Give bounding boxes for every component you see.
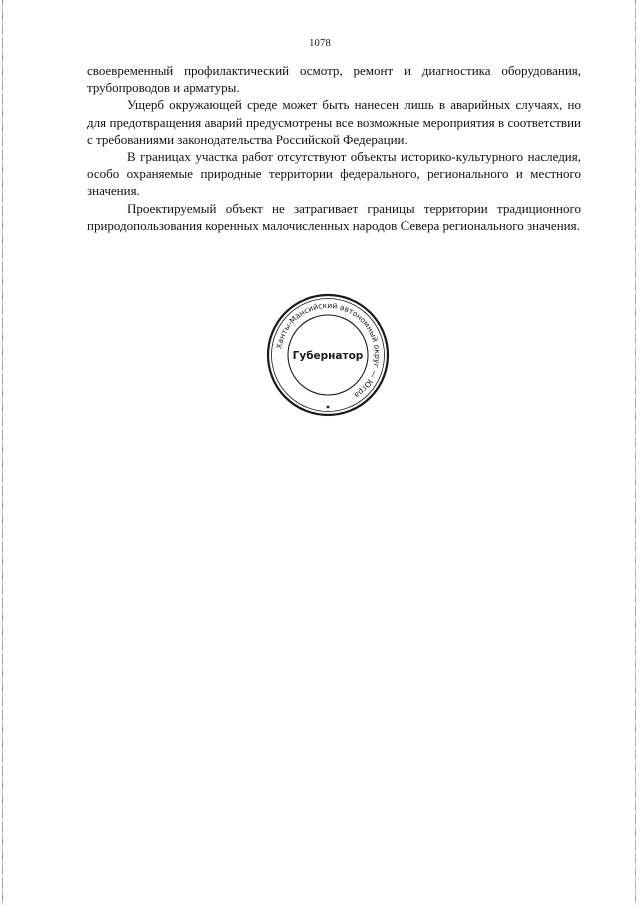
paragraph-3: В границах участка работ отсутствуют объекты историко-культурного наследия, особо охраняемые природные территории федерального, регионального и местного значения. bbox=[87, 149, 581, 199]
paragraph-4: Проектируемый объект не затрагивает границы территории традиционного природопользования коренных малочисленных народов Севера регионального значения. bbox=[87, 200, 581, 233]
seal-center-text: Губернатор bbox=[292, 350, 364, 362]
seal-ring-text: Ханты-Мансийский автономный округ — Югра bbox=[274, 300, 383, 400]
paragraph-2: Ущерб окружающей среде может быть нанесен лишь в аварийных случаях, но для предотвращения аварий предусмотрены все возможные мероприятия в соответствии с требованиями законодательства Российской Федерации. bbox=[87, 97, 581, 147]
scan-edge-left bbox=[2, 0, 3, 905]
body-text bbox=[87, 62, 581, 234]
page-number: 1078 bbox=[309, 38, 331, 49]
paragraph-1: своевременный профилактический осмотр, ремонт и диагностика оборудования, трубопроводов и арматуры. bbox=[87, 63, 581, 96]
scan-edge-right bbox=[635, 0, 636, 905]
seal-dot bbox=[327, 406, 330, 409]
governor-seal bbox=[265, 292, 391, 418]
seal-graphic bbox=[265, 292, 391, 418]
